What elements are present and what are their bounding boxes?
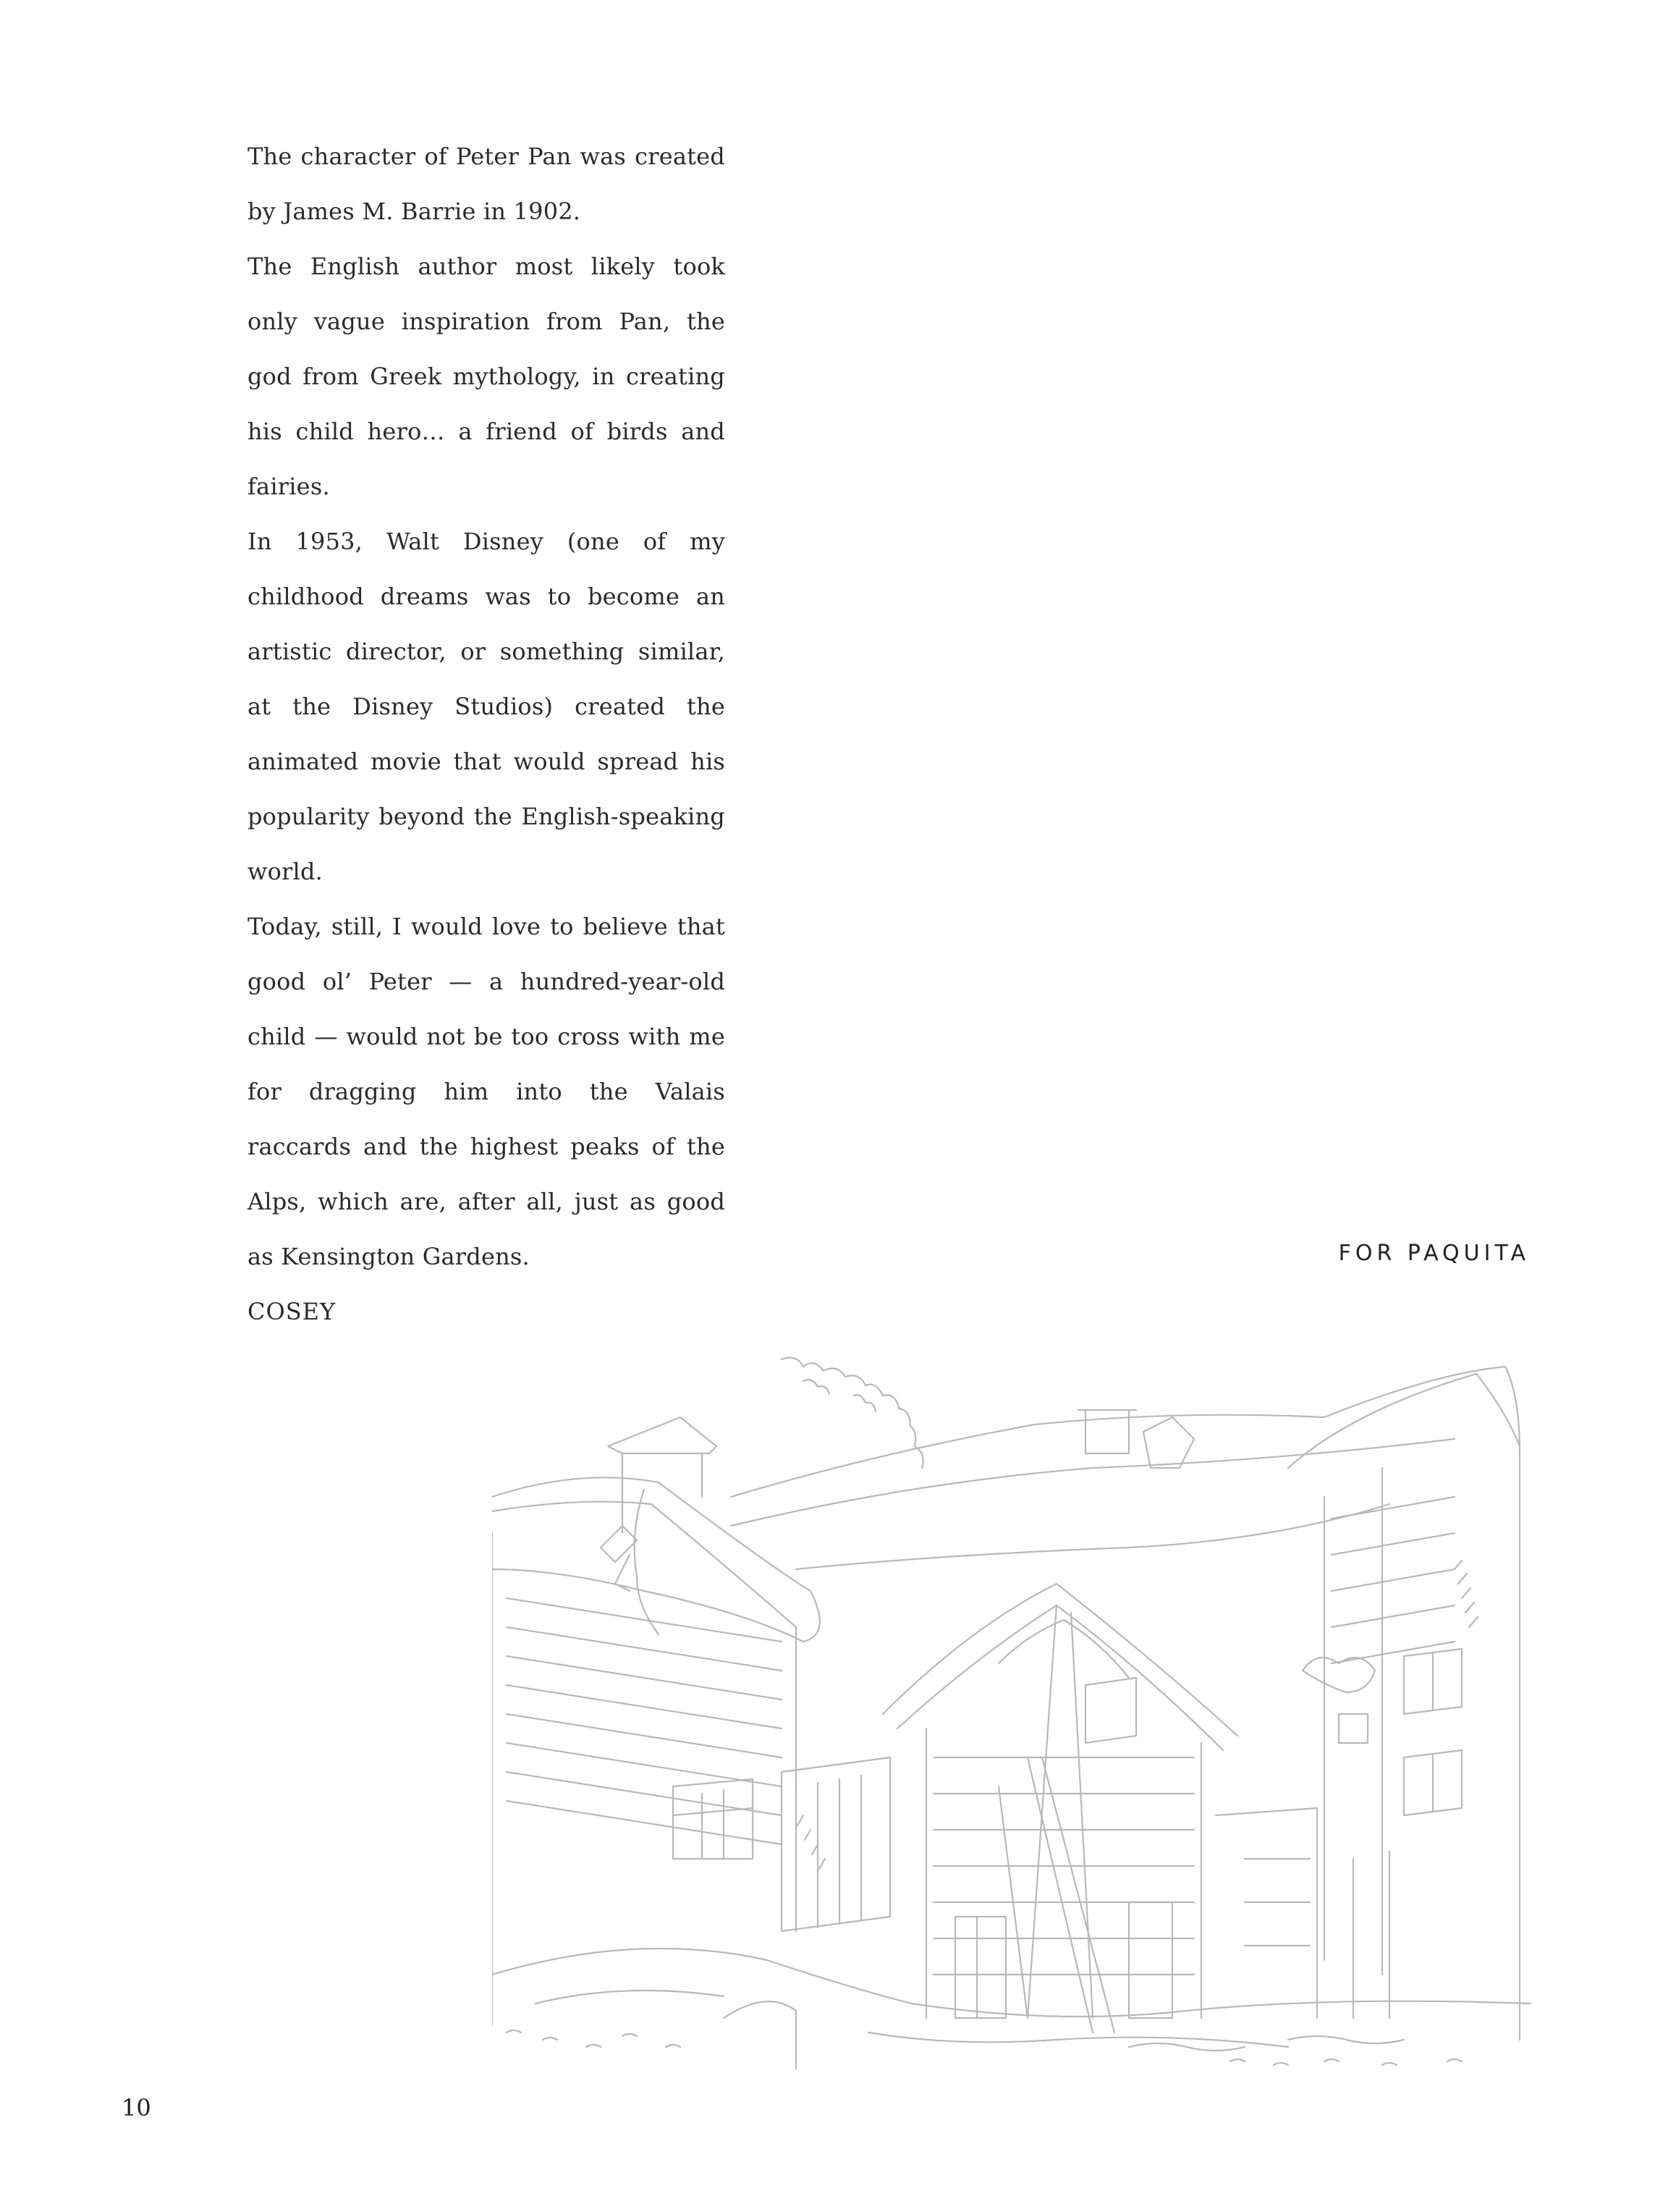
intro-paragraph: In 1953, Walt Disney (one of my childhood dreams was to become an artistic director, or something similar, at the Disney Studios) created the animated movie that would spread his popularity beyond the English-speaking world. [247, 528, 725, 885]
intro-text [247, 129, 725, 1339]
intro-paragraph: Today, still, I would love to believe that good ol’ Peter — a hundred-year-old child — would not be too cross with me for dragging him into the Valais raccards and the highest peaks of the Alps, which are, after all, just as good as Kensington Gardens. [247, 913, 725, 1270]
dedication: FOR PAQUITA [1338, 1241, 1530, 1266]
author-signature: COSEY [247, 1298, 337, 1325]
intro-paragraph: The English author most likely took only vague inspiration from Pan, the god from Greek mythology, in creating his child hero… a friend of birds and fairies. [247, 253, 725, 500]
intro-paragraph: The character of Peter Pan was created by James M. Barrie in 1902. [247, 143, 725, 225]
raccards-sketch-illustration [492, 1352, 1531, 2079]
page-number: 10 [122, 2094, 151, 2122]
